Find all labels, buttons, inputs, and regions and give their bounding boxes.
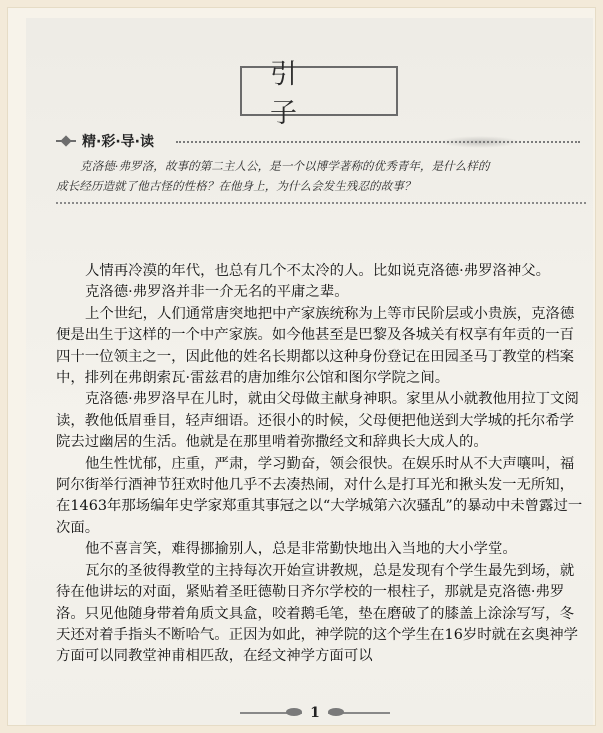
- paragraph: 瓦尔的圣彼得教堂的主持每次开始宣讲教规，总是发现有个学生最先到场，就待在他讲坛的对面，紧贴着圣旺德勒日齐尔学校的一根柱子，那就是克洛德·弗罗洛。只见他随身带着角质文具盒，咬着鹅毛笔，垫在磨破了的膝盖上涂涂写写，冬天还对着手指头不断哈气。正因为如此，神学院的这个学生在16岁时就在玄奥神学方面可以同教堂神甫相匹敌，在经文神学方面可以: [56, 562, 578, 665]
- guide-line-2: 成长经历造就了他古怪的性格？在他身上，为什么会发生残忍的故事？: [56, 179, 416, 193]
- guide-line-1: 克洛德·弗罗洛，故事的第二主人公，是一个以博学著称的优秀青年，是什么样的: [80, 159, 490, 173]
- ornament-icon: [56, 136, 76, 146]
- leaf-ornament-icon: [286, 708, 302, 716]
- page-number: 1: [302, 705, 328, 721]
- guide-heading: [56, 130, 154, 152]
- book-page: [26, 18, 593, 725]
- guide-divider: [176, 141, 580, 143]
- paragraph: 他不喜言笑，难得挪揄别人，总是非常勤快地出入当地的大小学堂。: [85, 541, 517, 558]
- chapter-title-box: [240, 59, 398, 129]
- guide-summary: [56, 156, 586, 196]
- summary-divider: [56, 202, 586, 204]
- paragraph: 他生性忧郁，庄重，严肃，学习勤奋，领会很快。在娱乐时从不大声嚷叫，福阿尔街举行酒神节狂欢时他几乎不去凑热闹，对什么是打耳光和揪头发一无所知，在1463年那场编年史学家郑重其事冠之以“大学城第六次骚乱”的暴动中未曾露过一次面。: [56, 455, 583, 536]
- chapter-title: 引 子: [270, 59, 325, 129]
- page-footer: [240, 702, 390, 724]
- paragraph: 克洛德·弗罗洛早在儿时，就由父母做主献身神职。家里从小就教他用拉丁文阅读，教他低眉垂目，轻声细语。还很小的时候，父母便把他送到大学城的托尔希学院去过幽居的生活。他就是在那里啃着弥撒经文和辞典长大成人的。: [56, 391, 579, 451]
- paragraph: 人情再冷漠的年代，也总有几个不太冷的人。比如说克洛德·弗罗洛神父。: [85, 263, 551, 279]
- chapter-body: [56, 261, 584, 668]
- guide-title: 精·彩·导·读: [82, 134, 154, 150]
- leaf-ornament-icon: [328, 708, 344, 716]
- paragraph: 上个世纪，人们通常唐突地把中产家族统称为上等市民阶层或小贵族，克洛德便是出生于这样的一个中产家族。如今他甚至是巴黎及各城关有权享有年贡的一百四十一位领主之一，因此他的姓名长期都以这种身份登记在田园圣马丁教堂的档案中，排列在弗朗索瓦·雷兹君的唐加维尔公馆和图尔学院之间。: [56, 305, 575, 387]
- paragraph: 克洛德·弗罗洛并非一介无名的平庸之辈。: [85, 284, 349, 301]
- page-frame: [8, 8, 595, 725]
